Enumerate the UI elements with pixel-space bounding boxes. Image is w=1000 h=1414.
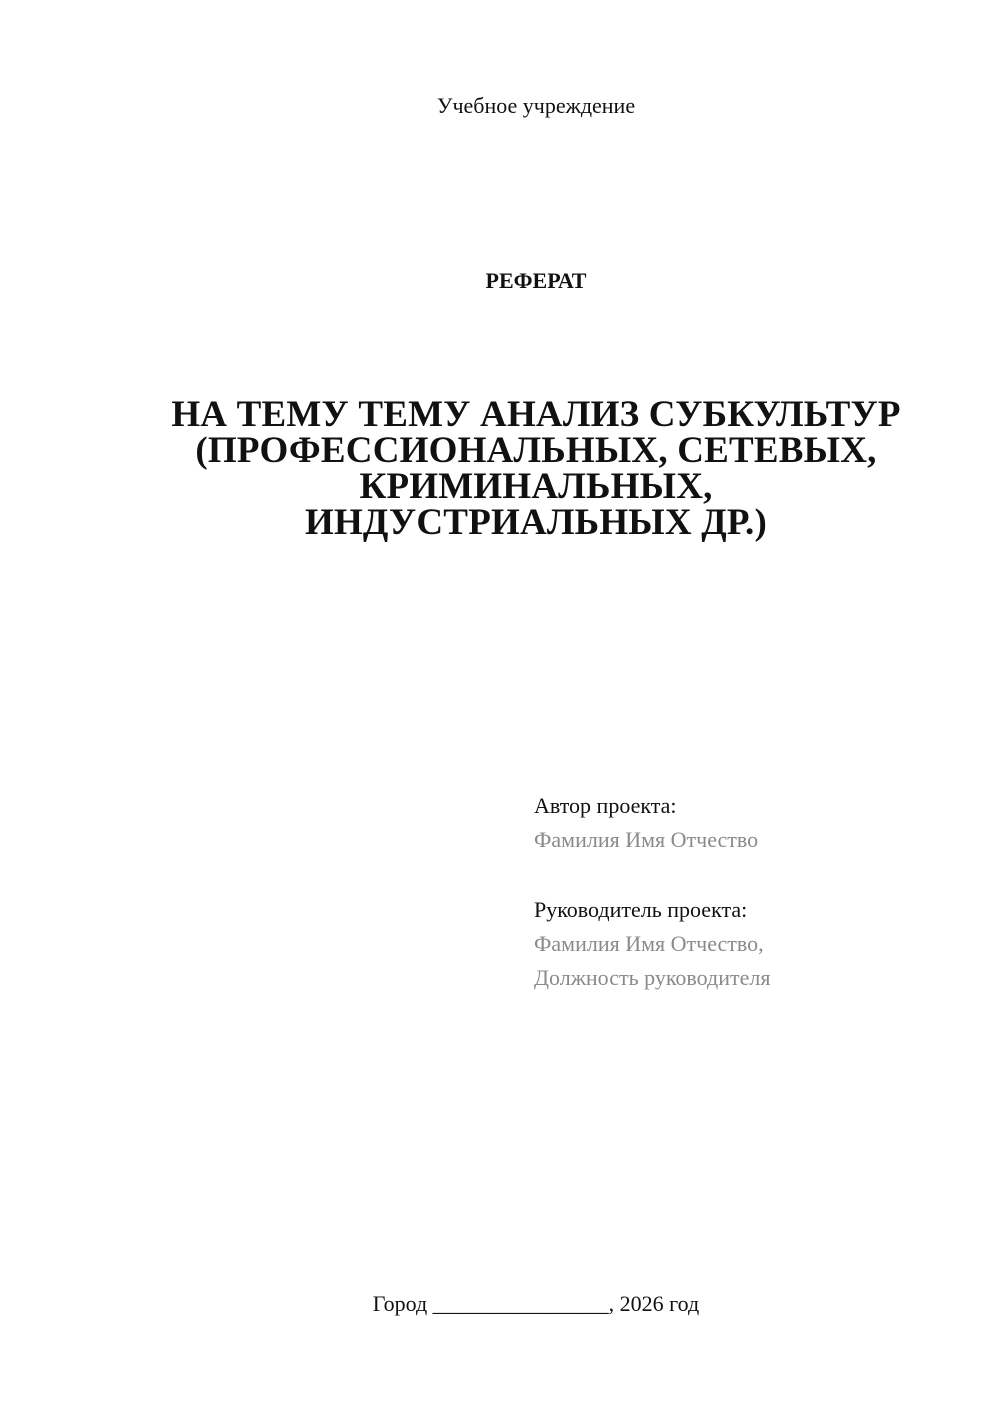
author-label: Автор проекта: (534, 793, 677, 818)
supervisor-label: Руководитель проекта: (534, 897, 748, 922)
supervisor-name: Фамилия Имя Отчество, (534, 931, 764, 956)
topic-line: (ПРОФЕССИОНАЛЬНЫХ, СЕТЕВЫХ, (195, 430, 877, 471)
city-year-line: Город ________________, 2026 год (372, 1291, 700, 1316)
signature-block (534, 789, 974, 995)
topic-line: ИНДУСТРИАЛЬНЫХ ДР.) (304, 502, 768, 543)
document-topic (110, 394, 962, 543)
author-name: Фамилия Имя Отчество (534, 827, 759, 852)
topic-line: КРИМИНАЛЬНЫХ, (359, 466, 713, 507)
topic-line: НА ТЕМУ ТЕМУ АНАЛИЗ СУБКУЛЬТУР (171, 394, 901, 435)
institution-name: Учебное учреждение (436, 93, 636, 118)
document-type: РЕФЕРАТ (485, 268, 587, 293)
signature-spacer (534, 857, 974, 893)
supervisor-position: Должность руководителя (534, 965, 771, 990)
